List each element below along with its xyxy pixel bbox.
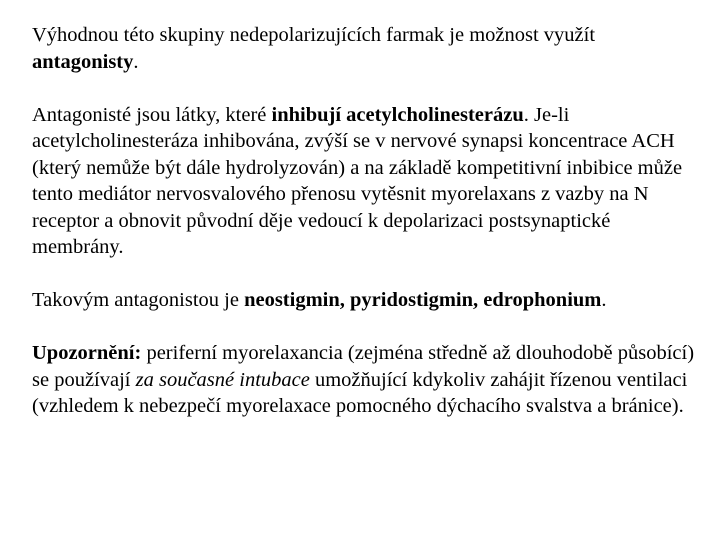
paragraph-warning (32, 340, 702, 420)
intro-text: Výhodnou této skupiny nedepolarizujících farmak je možnost využít (32, 24, 596, 46)
drug-names: neostigmin, pyridostigmin, edrophonium (244, 289, 602, 311)
definition-lead: Antagonisté jsou látky, které (32, 103, 272, 126)
term-antagonisty: antagonisty (32, 50, 134, 73)
paragraph-examples (32, 287, 702, 314)
warning-text-2: umožňující kdykoliv zahájit řízenou ventilaci (vzhledem k nebezpečí myorelaxace pomocného dýchacího svalstva a bránice). (32, 368, 688, 417)
warning-text-1: periferní myorelaxancia (zejména středně až dlouhodobě působící) se používají (32, 342, 695, 391)
paragraph-antagonists-definition (32, 102, 702, 261)
warning-emphasis: za současné intubace (135, 368, 310, 391)
paragraph-intro (32, 22, 702, 75)
slide-text-body (32, 22, 702, 420)
examples-lead: Takovým antagonistou je (32, 289, 245, 311)
warning-label: Upozornění: (32, 342, 142, 364)
definition-body: . Je-li acetylcholinesteráza inhibována, zvýší se v nervové synapsi koncentrace ACH (který nemůže být dále hydrolyzován) a na základě kompetitivní inbibice může tento mediátor nervosvalového přenosu vytěsnit myorelaxans z vazby na N receptor a obnovit původní děje vedoucí k depolarizaci postsynaptické membrány. (32, 103, 683, 258)
term-inhibition: inhibují acetylcholinesterázu (271, 103, 524, 126)
intro-period: . (133, 50, 139, 73)
examples-period: . (601, 289, 607, 311)
